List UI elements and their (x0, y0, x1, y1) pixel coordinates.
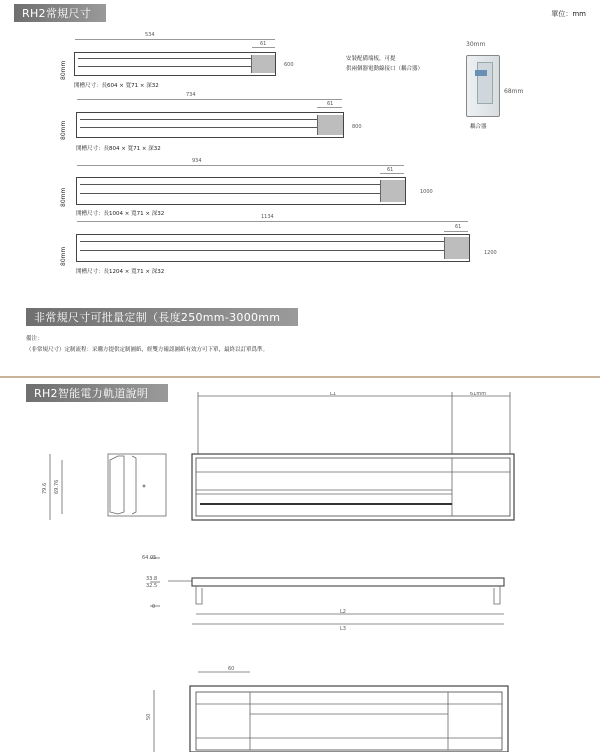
unit-label: 單位：mm (551, 10, 586, 18)
rail-1000-length: 934 (192, 158, 202, 164)
rail-1000-body (76, 177, 406, 205)
rail-800-length: 734 (186, 92, 196, 98)
coupler-name: 耦合器 (470, 124, 487, 130)
custom-banner (26, 308, 298, 326)
rail-600-height: 80mm (60, 60, 67, 80)
rail-600-body (74, 52, 276, 76)
rail-800-opening: 開槽尺寸：長804 × 寬71 × 深32 (76, 146, 161, 152)
dim-mid2: 32.5 (146, 583, 158, 589)
dim-outer: 79.6 (42, 482, 48, 494)
dim-l2: L2 (340, 609, 346, 615)
rail-600-cap: 61 (260, 41, 267, 47)
coupler-device (466, 55, 500, 117)
rail-1200-body (76, 234, 470, 262)
rail-600-size: 600 (284, 62, 294, 68)
rail-800-cap: 61 (327, 101, 334, 107)
rail-1200-height: 80mm (60, 246, 67, 266)
coupler-note-1: 安裝配備端板，可提 (346, 56, 396, 62)
rail-600-opening: 開槽尺寸：長604 × 寬71 × 深32 (74, 83, 159, 89)
remark-title: 備注： (26, 336, 43, 342)
header-title: RH2常規尺寸 (22, 7, 92, 20)
header-banner (14, 4, 106, 22)
dim-cap: 61mm (470, 392, 487, 397)
rail-600-length: 534 (145, 32, 155, 38)
rail-800-size: 800 (352, 124, 362, 130)
rail-800-height: 80mm (60, 120, 67, 140)
rail-800-body (76, 112, 344, 138)
rail-1000-size: 1000 (420, 189, 433, 195)
rail-1200-length: 1134 (261, 214, 274, 220)
dim-mid1: 33.8 (146, 576, 158, 582)
dim-top: 64.05 (142, 555, 157, 561)
coupler-height: 68mm (504, 88, 524, 95)
rail-1200-cap: 61 (455, 224, 462, 230)
technical-drawing (0, 392, 600, 752)
rail-1000-opening: 開槽尺寸：長1004 × 寬71 × 深32 (76, 211, 165, 217)
dim-width: 60 (228, 666, 235, 672)
dim-height: 50 (146, 713, 152, 720)
rail-1000-height: 80mm (60, 187, 67, 207)
coupler-width: 30mm (466, 41, 486, 48)
custom-banner-text: 非常規尺寸可批量定制（長度250mm-3000mm (34, 311, 281, 324)
dim-l3: L3 (340, 626, 346, 632)
dim-l1: L1 (330, 392, 336, 397)
coupler-note-2: 供兩個器電動線接口（耦合器） (346, 66, 424, 72)
rail-1200-opening: 開槽尺寸：長1204 × 寬71 × 深32 (76, 269, 165, 275)
dim-inner: 69.76 (54, 479, 60, 494)
remark-text: （非常規尺寸）定制流程：采購方提供定制圖紙，經雙方確認圖紙有效方可下單，最終以訂單爲準。 (26, 347, 269, 353)
section-divider (0, 376, 600, 378)
explanation-banner-text: RH2智能電力軌道說明 (34, 387, 149, 400)
rail-1200-size: 1200 (484, 250, 497, 256)
rail-1000-cap: 61 (387, 167, 394, 173)
dim-zero: 0 (152, 604, 156, 610)
